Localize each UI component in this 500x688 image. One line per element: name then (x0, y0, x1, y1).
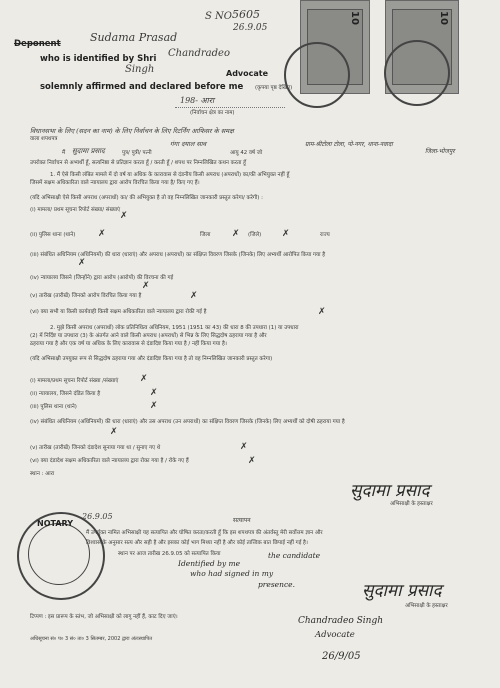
cross-mark: ✗ (248, 456, 256, 466)
solemn-statement: solemnly affirmed and declared before me (40, 82, 244, 92)
clause-2: 2. मुझे किसी अपराध (अपराधों) लोक प्रतिनिधित्व अधिनियम, 1951 (1951 का 43) की धारा 8 की उपधारा (1) या उपधारा (50, 325, 299, 331)
identified-by-label: who is identified by Shri (40, 54, 157, 64)
see-page-note: (कृपया पृष्ठ देखिए) (255, 85, 293, 91)
state-field-label: राज्य (320, 232, 330, 238)
identifier-name-2: Singh (125, 64, 155, 75)
clause-2b: (2) में निर्दिष्ट या उपधारा (3) के अंतर्गत आने वाले किसी अपराध (अपराधों) से भिन्न के लिए सिद्धदोष ठहराया गया है और (30, 333, 267, 339)
item-b-3: (iii) पुलिस थाना (थाने) (30, 404, 77, 410)
signature-caption: अभिसाक्षी के हस्ताक्षर (390, 501, 433, 507)
cross-mark: ✗ (78, 258, 86, 268)
notary-text: NOTARY (37, 519, 74, 528)
cross-mark: ✗ (110, 427, 118, 437)
identification-note: who had signed in my (190, 569, 274, 578)
identification-note: presence. (258, 580, 295, 589)
clause-2c: ठहराया गया है और एक वर्ष या अधिक के लिए कारावास से दंडादिष्ट किया गया है / नहीं किया गया है। (30, 341, 227, 347)
item-a-6: (vi) क्या सभी या किसी कार्यवाही किसी सक्षम अधिकारिता वाले न्यायालय द्वारा रोकी गई है (30, 309, 207, 315)
notary-seal-inner (28, 523, 90, 585)
cross-mark: ✗ (140, 374, 148, 384)
cross-mark: ✗ (150, 388, 158, 398)
advocate-label: Advocate (226, 69, 269, 78)
serial-number-value: 5605 (232, 8, 260, 21)
body-line-2: वाला शपथपत्र (30, 136, 58, 142)
item-a-5: (v) तारीख (तारीखें) जिनको आरोप विरचित किया गया है (30, 293, 142, 299)
cross-mark: ✗ (120, 211, 128, 221)
item-b-5: (v) तारीख (तारीखें) जिनको दंडादेश सुनाया गया था / सुनाए गए थे (30, 445, 161, 451)
father-name: गंगा दयाल साव (170, 140, 207, 148)
verification-line-1: मैं उपर्युक्त नामित अभिसाक्षी यह सत्यापित और घोषित करता/करती हूँ कि इस शपथपत्र की अंतर्वस्तु मेरी सर्वोत्तम ज्ञान और (86, 530, 323, 536)
body-line-4: उपरोक्त निर्वाचन से अभ्यर्थी हूँ, सत्यनिष्ठा से प्रतिज्ञान करता हूँ / करती हूँ / शपथ पर निम्नलिखित कथन करता हूँ (30, 160, 246, 166)
verification-title: सत्यापन (233, 517, 251, 524)
cross-mark: ✗ (142, 281, 150, 291)
candidate-signature: सुदामा प्रसाद (362, 581, 442, 601)
constituency-underline (175, 107, 285, 108)
cancellation-seal (384, 40, 450, 106)
court-fee-stamp: 10 (300, 0, 370, 94)
identification-note: Identified by me (178, 559, 241, 568)
advocate-signature: Chandradeo Singh (298, 616, 384, 626)
place: स्थान : आरा (30, 471, 55, 477)
sub-intro: (यदि अभिसाक्षी ऐसे किसी अपराध (अपराधों) का/ की अभियुक्त है तो वह निम्नलिखित जानकारी प्रस्तुत करेगा/ करेगी) : (30, 195, 263, 201)
signature-caption: अभिसाक्षी के हस्ताक्षर (405, 603, 448, 609)
item-a-1: (i) मामला/ प्रथम सूचना रिपोर्ट संख्या/ संख्याएं (30, 207, 121, 213)
body-line-1: विधानसभा के लिए (सदन का नाम) के लिए निर्वाचन के लिए रिटर्निंग आफिसर के समक्ष (30, 127, 234, 135)
cross-mark: ✗ (240, 442, 248, 452)
cross-mark: ✗ (150, 401, 158, 411)
serial-number-label: S NO (205, 11, 232, 22)
item-a-3: (iii) संबंधित अधिनियम (अधिनियमों) की धारा (धाराएं) और अपराध (अपराधों) का संक्षिप्त विवरण जिसके (जिनके) लिए अभ्यर्थी आरोपित किया गया है (30, 252, 326, 258)
district: जिला-भोजपुर (425, 148, 455, 155)
constituency-caption: (निर्वाचन क्षेत्र का नाम) (190, 110, 235, 116)
item-a-4: (iv) न्यायालय जिसने (जिन्होंने) द्वारा आरोप (आरोपों) की विरचना की गई (30, 275, 174, 281)
cross-mark: ✗ (98, 229, 106, 239)
cross-mark: ✗ (190, 291, 198, 301)
clause-1: 1. मैं ऐसे किसी लंबित मामले में दो वर्ष या अधिक के कारावास से दंडनीय किसी अपराध (अपराधों) का/की अभियुक्त नहीं हूँ (50, 172, 290, 178)
district-field-label: जिला (200, 232, 211, 238)
bottom-date: 26/9/05 (322, 651, 361, 662)
cross-mark: ✗ (318, 307, 326, 317)
residence: ग्राम-श्रीटोला टोला, पो-नगर, थाना-नवादा (305, 141, 393, 148)
item-b-1: (i) मामला/प्रथम सूचना रिपोर्ट संख्या /संख्याएं (30, 378, 119, 384)
age-label: आयु 42 वर्ष जो (230, 150, 263, 156)
item-b-4: (iv) संबंधित अधिनियम (अधिनियमों) की धारा (धाराएं) और उस अपराध (उन अपराधों) का संक्षिप्त विवरण जिसके (जिनके) लिए अभ्यर्थी को दोषी ठहराया गया है (30, 419, 345, 425)
identifier-name: Chandradeo (168, 48, 230, 59)
sub-intro-2: (यदि अभिसाक्षी उपयुक्त रूप से सिद्धदोष ठहराया गया और दंडादिष्ट किया गया है तो वह निम्नलिखित जानकारी प्रस्तुत करेगा) (30, 356, 273, 362)
item-b-2: (ii) न्यायालय, जिसने दंडित किया है (30, 391, 101, 397)
notary-date: 26.9.05 (82, 512, 113, 521)
footnote: टिप्पण : इस प्रारूप के स्तंभ, जो अभिसाक्षी को लागू नहीं हैं, काट दिए जाएं। (30, 614, 178, 620)
candidate-signature: सुदामा प्रसाद (350, 481, 430, 501)
item-b-6: (vi) क्या दंडादेश सक्षम अधिकारिता वाले न्यायालय द्वारा रोका गया है / रोके गए हैं (30, 458, 189, 464)
footer-note: अधिसूचना सं० प० 3 सं० ता० 3 सितम्बर, 2002 द्वारा अंतःस्थापित (30, 636, 153, 642)
item-a-2: (ii) पुलिस थाना (थाने) (30, 232, 76, 238)
relation-label: पुत्र/ पुत्री/ पत्नी (122, 150, 152, 156)
court-fee-stamp: 10 (385, 0, 459, 94)
verification-line-3: स्थान पर आज तारीख 26.9.05 को सत्यापित किया (118, 551, 221, 557)
verification-line-2: विश्वास के अनुसार सत्य और सही है और इसका कोई भाग मिथ्या नहीं है और कोई तात्त्विक बात छिपाई नहीं गई है। (86, 540, 308, 546)
deponent-label: Deponent (14, 39, 61, 49)
clause-1b: जिसमें सक्षम अधिकारिता वाले न्यायालय द्वारा आरोप विरचित किया गया है/ किए गए हैं। (30, 180, 200, 186)
candidate-intro: मैं (62, 150, 66, 156)
cross-mark: ✗ (282, 229, 290, 239)
header-date: 26.9.05 (233, 23, 268, 33)
cross-mark: ✗ (232, 229, 240, 239)
identification-note: the candidate (268, 551, 321, 560)
advocate-label-handwritten: Advocate (315, 630, 355, 640)
district-field-label-2: (जिले) (248, 232, 262, 238)
candidate-name: सुदामा प्रसाद (72, 147, 105, 155)
cancellation-seal (284, 42, 350, 108)
constituency-number: 198- आरा (180, 96, 215, 105)
deponent-name: Sudama Prasad (90, 31, 178, 44)
